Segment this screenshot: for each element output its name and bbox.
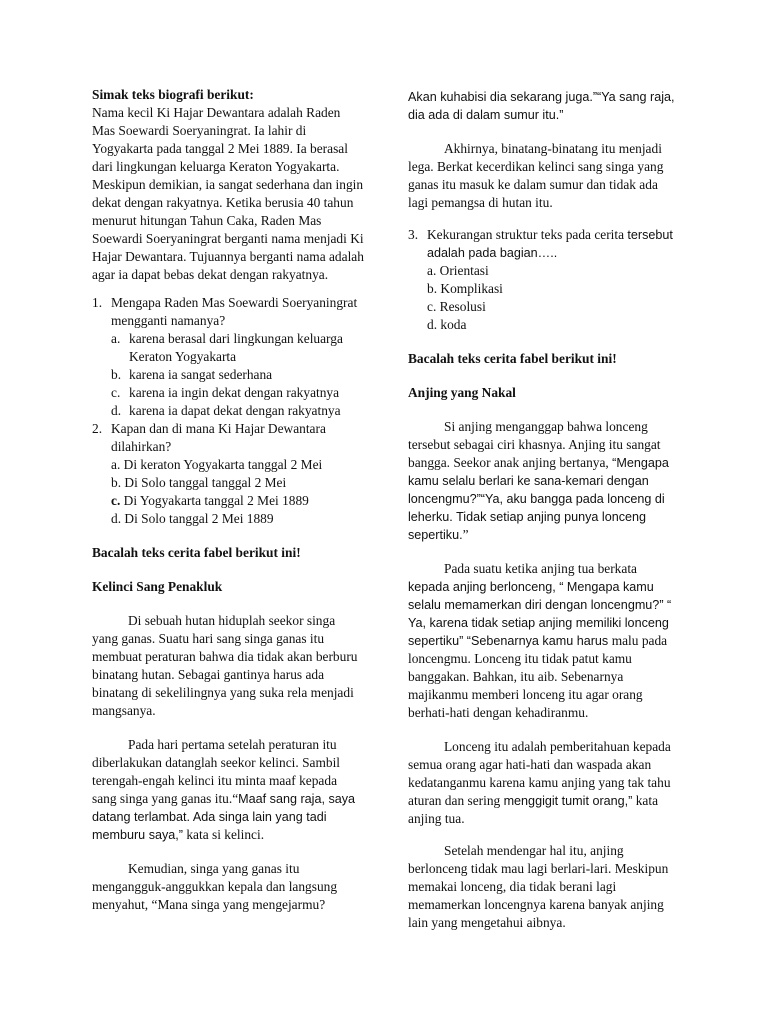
option-c: c. karena ia ingin dekat dengan rakyatnya	[111, 385, 340, 400]
answer-options	[111, 330, 364, 420]
biography-heading: Simak teks biografi berikut:	[92, 87, 254, 102]
option-d: d. karena ia dapat dekat dengan rakyatnya	[111, 403, 341, 418]
question-number: 1.	[92, 295, 103, 310]
question-2	[92, 420, 364, 528]
option-d: d. Di Solo tanggal 2 Mei 1889	[111, 511, 274, 526]
biography-text: Nama kecil Ki Hajar Dewantara adalah Raden Mas Soewardi Soeryaningrat. Ia lahir di Yogyakarta pada tanggal 2 Mei 1889. Ia berasal dari lingkungan keluarga Keraton Yogyakarta. Meskipun demikian, ia sangat sederhana dan ingin dekat dengan rakyatnya. Ketika berusia 40 tahun menurut hitungan Tahun Caka, Raden Mas Soewardi Soeryaningrat berganti nama menjadi Ki Hajar Dewantara. Tujuannya berganti nama adalah agar ia dapat bebas dekat dengan rakyatnya.	[92, 105, 364, 282]
option-b: b. Komplikasi	[427, 281, 503, 296]
question-number: 2.	[92, 421, 103, 436]
story-paragraph-9: Setelah mendengar hal itu, anjing berlonceng tidak mau lagi berlari-lari. Meskipun memakai lonceng, dia tidak berani lagi memamerkan loncengnya karena banyak anjing lain yang mengetahui aibnya.	[408, 843, 669, 930]
question-1	[92, 294, 364, 420]
story-paragraph-3: Kemudian, singa yang ganas itu mengangguk-anggukkan kepala dan langsung menyahut, “Mana singa yang mengejarmu?	[92, 861, 338, 912]
question-text: Mengapa Raden Mas Soewardi Soeryaningrat mengganti namanya?	[111, 295, 358, 328]
story-paragraph-4: Akan kuhabisi dia sekarang juga.”“Ya sang raja, dia ada di dalam sumur itu.”	[408, 90, 675, 122]
story-title: Kelinci Sang Penakluk	[92, 579, 223, 594]
answer-options	[427, 262, 680, 334]
left-column	[92, 86, 364, 914]
option-c: c. Di Yogyakarta tanggal 2 Mei 1889	[111, 493, 309, 508]
story-paragraph-7: Pada suatu ketika anjing tua berkata kepada anjing berlonceng, “ Mengapa kamu selalu memamerkan diri dengan loncengmu?” “ Ya, karena tidak setiap anjing memiliki lonceng sepertiku” “Sebenarnya kamu harus malu pada loncengmu. Lonceng itu tidak patut kamu banggakan. Bahkan, itu aib. Sebenarnya majikanmu memberi lonceng itu agar orang berhati-hati dengan kehadiranmu.	[408, 561, 672, 720]
instruction-heading: Bacalah teks cerita fabel berikut ini!	[408, 351, 617, 366]
option-c: c. Resolusi	[427, 299, 486, 314]
option-a: a. karena berasal dari lingkungan keluarga Keraton Yogyakarta	[111, 331, 343, 364]
story-paragraph-5: Akhirnya, binatang-binatang itu menjadi lega. Berkat kecerdikan kelinci sang singa yang ganas itu masuk ke dalam sumur dan tidak ada lagi pemangsa di hutan itu.	[408, 141, 664, 210]
story-paragraph-2: Pada hari pertama setelah peraturan itu diberlakukan datanglah seekor kelinci. Sambil terengah-engah kelinci itu minta maaf kepada sang singa yang ganas itu.“Maaf sang raja, saya datang terlambat. Ada singa lain yang tadi memburu saya,” kata si kelinci.	[92, 737, 356, 842]
question-3	[408, 226, 680, 334]
option-d: d. koda	[427, 317, 467, 332]
option-a: a. Di keraton Yogyakarta tanggal 2 Mei	[111, 457, 323, 472]
question-text: Kapan dan di mana Ki Hajar Dewantara dilahirkan?	[111, 421, 326, 454]
story-paragraph-8: Lonceng itu adalah pemberitahuan kepada semua orang agar hati-hati dan waspada akan kedatanganmu karena kamu anjing yang tak tahu aturan dan sering menggigit tumit orang,” kata anjing tua.	[408, 739, 671, 826]
right-column	[408, 88, 680, 932]
question-number: 3.	[408, 227, 419, 242]
option-b: b. karena ia sangat sederhana	[111, 367, 273, 382]
story-paragraph-1: Di sebuah hutan hiduplah seekor singa yang ganas. Suatu hari sang singa ganas itu membuat peraturan bahwa dia tidak akan berburu binatang hutan. Sebagai gantinya harus ada binatang di sekelilingnya yang suka rela menjadi mangsanya.	[92, 613, 358, 718]
story-paragraph-6: Si anjing menganggap bahwa lonceng tersebut sebagai ciri khasnya. Anjing itu sangat bangga. Seekor anak anjing bertanya, “Mengapa kamu selalu berlari ke sana-kemari dengan loncengmu?”“Ya, aku bangga pada lonceng di leherku. Tidak setiap anjing punya lonceng sepertiku.”	[408, 419, 669, 542]
answer-options	[111, 456, 364, 528]
question-text: Kekurangan struktur teks pada cerita tersebut adalah pada bagian…..	[427, 227, 673, 260]
instruction-heading: Bacalah teks cerita fabel berikut ini!	[92, 545, 301, 560]
story-title: Anjing yang Nakal	[408, 385, 516, 400]
option-a: a. Orientasi	[427, 263, 489, 278]
option-b: b. Di Solo tanggal tanggal 2 Mei	[111, 475, 287, 490]
